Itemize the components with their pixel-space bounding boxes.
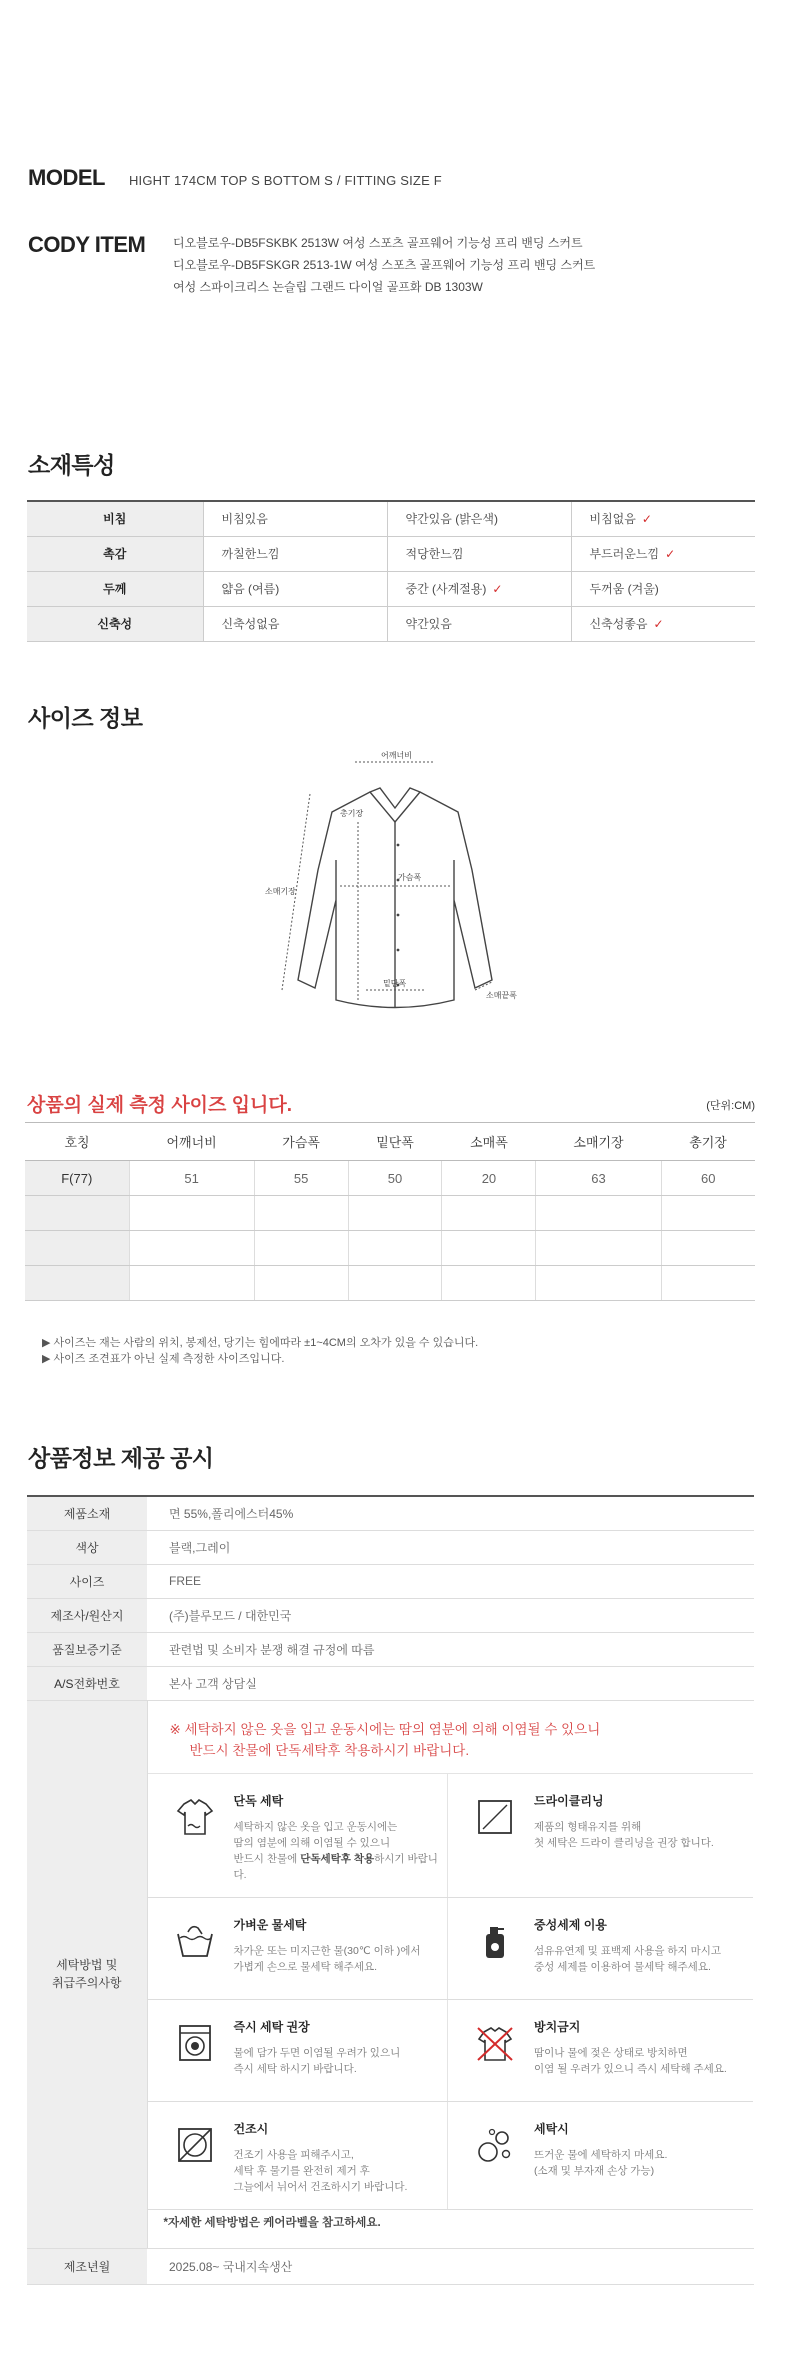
material-option-label: 비침없음	[589, 512, 636, 527]
model-row	[28, 165, 442, 191]
size-header: 소매기장	[536, 1123, 661, 1161]
label-hem: 밑단폭	[383, 979, 407, 988]
care-item-desc	[534, 1819, 714, 1851]
care-item-title: 드라이클리닝	[534, 1793, 604, 1808]
unit-label: (단위:CM)	[706, 1100, 755, 1112]
care-item-desc	[234, 2045, 401, 2077]
care-desc-line: 세탁 후 물기를 완전히 제거 후	[233, 2164, 370, 2177]
size-header: 밑단폭	[348, 1123, 442, 1161]
no-leave-icon	[474, 2022, 516, 2064]
size-value-cell	[661, 1196, 755, 1231]
info-value: (주)블루모드 / 대한민국	[147, 1598, 754, 1632]
bubbles-icon	[474, 2124, 516, 2166]
size-value-cell	[254, 1196, 348, 1231]
material-option	[387, 501, 571, 536]
size-name-cell: F(77)	[25, 1161, 129, 1196]
care-desc-line: 첫 세탁은 드라이 클리닝을 권장 합니다.	[534, 1836, 714, 1849]
care-desc-line: (소재 및 부자재 손상 가능)	[534, 2164, 655, 2177]
material-option-label: 까칠한느낌	[221, 547, 280, 561]
material-option	[203, 536, 387, 571]
care-item	[448, 1999, 753, 2101]
label-length: 총기장	[340, 809, 364, 818]
material-row	[27, 606, 755, 641]
size-note: ▶ 사이즈 조견표가 아닌 실제 측정한 사이즈입니다.	[42, 1353, 285, 1365]
info-row	[27, 1598, 754, 1632]
care-grid-row	[148, 1999, 753, 2101]
size-header: 호칭	[25, 1123, 129, 1161]
care-desc-line: 이염 될 우려가 있으니 즉시 세탁해 주세요.	[534, 2062, 727, 2075]
care-desc-part: 반드시 찬물에	[233, 1852, 301, 1865]
info-row	[27, 1496, 754, 1530]
size-value-cell	[348, 1266, 442, 1301]
care-item-desc	[534, 2147, 667, 2179]
cody-item[interactable]: 디오블로우-DB5FSKBK 2513W 여성 스포츠 골프웨어 기능성 프리 밴딩 스커트	[173, 236, 583, 250]
material-option-label: 중간 (사계절용)	[405, 582, 487, 596]
care-footer: *자세한 세탁방법은 케어라벨을 참고하세요.	[163, 2216, 381, 2229]
material-option	[571, 606, 755, 641]
care-desc-line: 차가운 또는 미지근한 물(30℃ 이하 )에서	[233, 1944, 421, 1957]
size-note: ▶ 사이즈는 재는 사람의 위치, 봉제선, 당기는 힘에따라 ±1~4CM의 오차가 있을 수 있습니다.	[42, 1337, 479, 1349]
material-row	[27, 536, 755, 571]
info-row	[27, 1666, 754, 1700]
care-desc-line: 그늘에서 뉘어서 건조하시기 바랍니다.	[233, 2180, 408, 2193]
size-name-cell	[25, 1266, 129, 1301]
info-value: 블랙,그레이	[147, 1530, 754, 1564]
care-desc-line: 건조기 사용을 피해주시고,	[233, 2148, 354, 2161]
info-key: 사이즈	[27, 1564, 147, 1598]
info-key: A/S전화번호	[27, 1666, 147, 1700]
size-name-cell	[25, 1196, 129, 1231]
care-item	[148, 2101, 448, 2209]
material-option	[203, 501, 387, 536]
care-row	[27, 1700, 754, 2248]
info-key: 색상	[27, 1530, 147, 1564]
size-header: 총기장	[661, 1123, 755, 1161]
care-desc-line: 물에 담가 두면 이염될 우려가 있으니	[233, 2046, 401, 2059]
info-row	[27, 1530, 754, 1564]
material-option	[387, 536, 571, 571]
size-diagram	[265, 750, 520, 1025]
care-item-title: 방치금지	[534, 2019, 581, 2034]
size-notes	[42, 1335, 478, 1367]
size-value-cell	[129, 1266, 254, 1301]
info-value: 2025.08~ 국내지속생산	[147, 2248, 754, 2284]
size-value-cell	[348, 1231, 442, 1266]
care-item	[448, 1773, 753, 1897]
material-option-label: 두꺼움 (겨울)	[589, 582, 659, 596]
care-warning-line2: 반드시 찬물에 단독세탁후 착용하시기 바랍니다.	[189, 1742, 470, 1758]
size-value-cell	[129, 1231, 254, 1266]
size-header-row	[25, 1123, 755, 1161]
label-shoulder: 어깨너비	[381, 751, 412, 760]
material-row	[27, 501, 755, 536]
check-icon: ✓	[653, 617, 664, 631]
care-desc-emphasis: 단독세탁후 착용	[300, 1852, 375, 1865]
care-item-title: 단독 세탁	[233, 1793, 284, 1808]
care-item-desc	[234, 2147, 408, 2195]
label-sleeve-length: 소매기장	[265, 887, 296, 896]
size-value-cell: 50	[348, 1161, 442, 1196]
care-desc-line: 가볍게 손으로 물세탁 해주세요.	[233, 1960, 378, 1973]
material-option	[571, 536, 755, 571]
product-info-table	[27, 1495, 754, 2285]
shirt-wash-icon	[174, 1796, 216, 1838]
material-option	[571, 501, 755, 536]
info-key: 제조년월	[27, 2248, 147, 2284]
care-item-title: 즉시 세탁 권장	[233, 2019, 310, 2034]
info-key: 품질보증기준	[27, 1632, 147, 1666]
care-item-title: 가벼운 물세탁	[233, 1917, 307, 1932]
size-value-cell	[661, 1266, 755, 1301]
size-header: 가슴폭	[254, 1123, 348, 1161]
size-header: 소매폭	[442, 1123, 536, 1161]
size-value-cell: 63	[536, 1161, 661, 1196]
care-item-desc	[234, 1819, 448, 1883]
size-value-cell	[254, 1266, 348, 1301]
care-item	[448, 2101, 753, 2209]
size-row	[25, 1161, 755, 1196]
material-row	[27, 571, 755, 606]
size-info-title: 사이즈 정보	[28, 705, 143, 731]
care-grid-row	[148, 1897, 753, 1999]
material-option-label: 약간있음	[405, 617, 452, 631]
cody-item[interactable]: 디오블로우-DB5FSKGR 2513-1W 여성 스포츠 골프웨어 기능성 프리 밴딩 스커트	[173, 258, 596, 272]
info-value: 본사 고객 상담실	[147, 1666, 754, 1700]
jacket-buttons	[397, 844, 400, 987]
care-warning	[170, 1719, 755, 1761]
info-row-made	[27, 2248, 754, 2284]
size-value-cell	[536, 1266, 661, 1301]
size-value-cell	[442, 1196, 536, 1231]
care-desc-line: 뜨거운 물에 세탁하지 마세요.	[534, 2148, 668, 2161]
size-value-cell: 55	[254, 1161, 348, 1196]
size-value-cell	[254, 1231, 348, 1266]
measure-title: 상품의 실제 측정 사이즈 입니다.	[27, 1095, 292, 1116]
size-value-cell	[442, 1231, 536, 1266]
care-desc-line: 즉시 세탁 하시기 바랍니다.	[233, 2062, 357, 2075]
cody-item-section	[28, 232, 595, 298]
product-info-title: 상품정보 제공 공시	[28, 1445, 214, 1471]
material-option	[203, 571, 387, 606]
check-icon: ✓	[665, 547, 676, 561]
check-icon: ✓	[641, 512, 652, 527]
info-key: 제조사/원산지	[27, 1598, 147, 1632]
care-item-desc	[534, 2045, 727, 2077]
care-item-title: 건조시	[233, 2121, 269, 2136]
info-value: 관련법 및 소비자 분쟁 해결 규정에 따름	[147, 1632, 754, 1666]
care-item-desc	[234, 1943, 421, 1975]
care-desc-line: 땀의 염분에 의해 이염될 수 있으니	[233, 1836, 391, 1849]
info-value: FREE	[147, 1564, 754, 1598]
material-option-label: 비침있음	[221, 512, 268, 527]
material-option	[387, 606, 571, 641]
size-value-cell: 60	[661, 1161, 755, 1196]
care-item-title: 중성세제 이용	[534, 1917, 607, 1932]
size-value-cell: 20	[442, 1161, 536, 1196]
washing-machine-icon	[174, 2022, 216, 2064]
size-value-cell	[348, 1196, 442, 1231]
care-desc-line: 중성 세제를 이용하여 물세탁 해주세요.	[534, 1960, 711, 1973]
material-option-label: 신축성좋음	[589, 617, 648, 631]
info-row	[27, 1632, 754, 1666]
care-desc-line: 제품의 형태유지를 위해	[534, 1820, 642, 1833]
material-option	[571, 571, 755, 606]
cody-label: CODY ITEM	[28, 232, 146, 257]
care-desc-line: 땀이나 물에 젖은 상태로 방치하면	[534, 2046, 688, 2059]
size-row	[25, 1231, 755, 1266]
detergent-icon	[474, 1920, 516, 1962]
care-grid-row	[148, 1773, 753, 1897]
care-desc-part: 하시기 바랍니다.	[233, 1852, 438, 1881]
material-option-label: 부드러운느낌	[589, 547, 660, 561]
care-item-desc	[534, 1943, 721, 1975]
material-row-label: 촉감	[27, 536, 203, 571]
material-row-label: 두께	[27, 571, 203, 606]
size-row	[25, 1196, 755, 1231]
jacket-outline	[298, 788, 492, 1008]
care-desc-line: 섬유유연제 및 표백제 사용을 하지 마시고	[534, 1944, 722, 1957]
material-option	[203, 606, 387, 641]
tumble-dry-icon	[174, 2124, 216, 2166]
model-value: HIGHT 174CM TOP S BOTTOM S / FITTING SIZE F	[128, 173, 442, 188]
size-header: 어깨너비	[129, 1123, 254, 1161]
check-icon: ✓	[492, 582, 503, 596]
cody-list	[173, 232, 595, 298]
material-option-label: 적당한느낌	[405, 547, 464, 561]
care-desc-line	[234, 1851, 448, 1883]
size-value-cell: 51	[129, 1161, 254, 1196]
care-desc-line: 세탁하지 않은 옷을 입고 운동시에는	[233, 1820, 398, 1833]
care-grid	[148, 1773, 753, 2210]
care-grid-row	[148, 2101, 753, 2209]
size-value-cell	[129, 1196, 254, 1231]
material-title: 소재특성	[28, 452, 115, 478]
size-value-cell	[536, 1231, 661, 1266]
material-row-label: 신축성	[27, 606, 203, 641]
dry-clean-icon	[474, 1796, 516, 1838]
care-content	[147, 1700, 754, 2248]
size-table	[25, 1122, 755, 1301]
label-chest: 가슴폭	[398, 873, 422, 882]
size-row	[25, 1266, 755, 1301]
material-table	[27, 500, 755, 642]
info-key: 제품소재	[27, 1496, 147, 1530]
material-option-label: 약간있음 (밝은색)	[405, 512, 498, 527]
size-value-cell	[442, 1266, 536, 1301]
care-item	[448, 1897, 753, 1999]
material-option-label: 신축성없음	[221, 617, 280, 631]
size-value-cell	[536, 1196, 661, 1231]
info-row	[27, 1564, 754, 1598]
care-item-title: 세탁시	[534, 2121, 569, 2136]
cody-item[interactable]: 여성 스파이크리스 논슬립 그랜드 다이얼 골프화 DB 1303W	[173, 280, 483, 294]
info-value: 면 55%,폴리에스터45%	[147, 1496, 754, 1530]
care-item	[148, 1773, 448, 1897]
care-item	[148, 1999, 448, 2101]
model-label: MODEL	[28, 165, 105, 190]
size-value-cell	[661, 1231, 755, 1266]
label-cuff: 소매끝폭	[486, 991, 517, 1000]
material-row-label: 비침	[27, 501, 203, 536]
care-warning-line1: ※ 세탁하지 않은 옷을 입고 운동시에는 땀의 염분에 의해 이염될 수 있으니	[169, 1721, 601, 1737]
material-option-label: 얇음 (여름)	[221, 582, 280, 596]
hand-wash-icon	[174, 1920, 216, 1962]
material-option	[387, 571, 571, 606]
care-item	[148, 1897, 448, 1999]
size-name-cell	[25, 1231, 129, 1266]
care-key: 세탁방법 및 취급주의사항	[27, 1700, 147, 2248]
